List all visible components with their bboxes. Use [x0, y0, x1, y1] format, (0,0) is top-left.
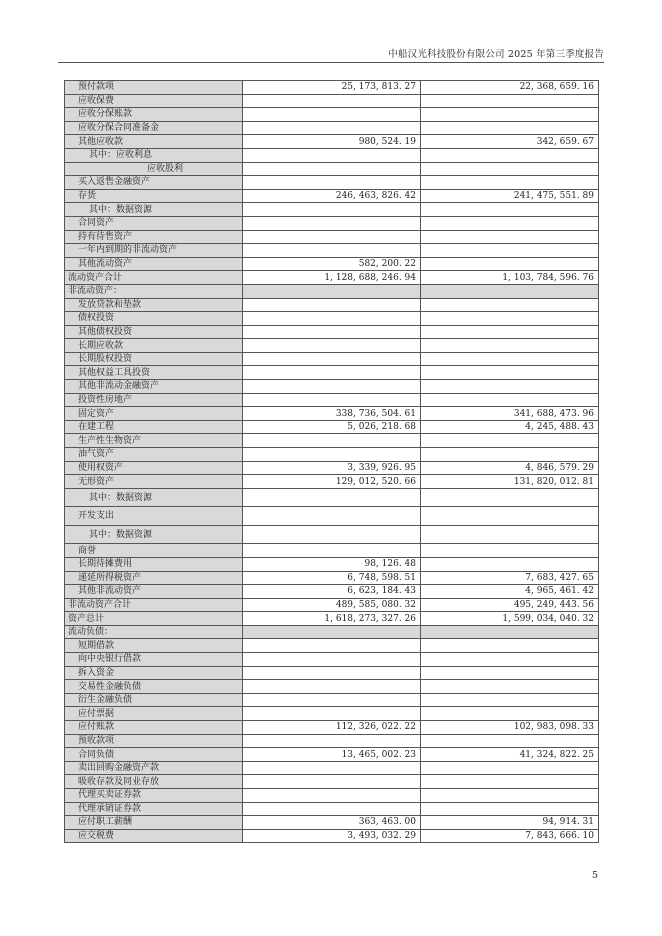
current-period-value: 6, 748, 598. 51	[243, 571, 421, 585]
current-period-value	[243, 707, 421, 721]
table-row	[65, 135, 599, 149]
current-period-value: 338, 736, 504. 61	[243, 407, 421, 421]
row-label: 应收股利	[65, 162, 243, 176]
table-row	[65, 434, 599, 448]
row-label: 商誉	[65, 544, 243, 558]
table-row	[65, 585, 599, 599]
row-label: 代理买卖证券款	[65, 789, 243, 803]
current-period-value: 980, 524. 19	[243, 135, 421, 149]
previous-period-value	[421, 352, 599, 366]
current-period-value	[243, 434, 421, 448]
row-label: 其他非流动资产	[65, 585, 243, 599]
report-header: 中船汉光科技股份有限公司 2025 年第三季度报告	[388, 49, 604, 60]
table-row	[65, 407, 599, 421]
previous-period-value	[421, 162, 599, 176]
row-label: 一年内到期的非流动资产	[65, 244, 243, 258]
current-period-value: 5, 026, 218. 68	[243, 420, 421, 434]
table-row	[65, 789, 599, 803]
table-row	[65, 680, 599, 694]
previous-period-value	[421, 108, 599, 122]
row-label: 交易性金融负债	[65, 680, 243, 694]
row-label: 在建工程	[65, 420, 243, 434]
current-period-value	[243, 488, 421, 507]
row-label: 资产总计	[65, 612, 243, 626]
previous-period-value	[421, 325, 599, 339]
previous-period-value	[421, 244, 599, 258]
row-label: 长期应收款	[65, 339, 243, 353]
previous-period-value	[421, 366, 599, 380]
table-row	[65, 121, 599, 135]
header-divider	[58, 62, 604, 63]
row-label: 向中央银行借款	[65, 653, 243, 667]
previous-period-value: 4, 846, 579. 29	[421, 461, 599, 475]
row-label: 流动负债：	[65, 625, 243, 639]
previous-period-value	[421, 544, 599, 558]
previous-period-value: 7, 843, 666. 10	[421, 829, 599, 843]
table-row	[65, 775, 599, 789]
row-label: 其他流动资产	[65, 257, 243, 271]
row-label: 短期借款	[65, 639, 243, 653]
current-period-value	[243, 625, 421, 639]
row-label: 其他非流动金融资产	[65, 380, 243, 394]
previous-period-value	[421, 284, 599, 298]
table-row	[65, 325, 599, 339]
previous-period-value	[421, 653, 599, 667]
previous-period-value	[421, 339, 599, 353]
row-label: 其中：数据资源	[65, 525, 243, 544]
row-label: 其中：数据资源	[65, 203, 243, 217]
table-row	[65, 721, 599, 735]
current-period-value	[243, 380, 421, 394]
current-period-value	[243, 216, 421, 230]
previous-period-value	[421, 448, 599, 462]
current-period-value	[243, 244, 421, 258]
table-row	[65, 271, 599, 285]
table-row	[65, 734, 599, 748]
previous-period-value: 1, 599, 034, 040. 32	[421, 612, 599, 626]
previous-period-value: 7, 683, 427. 65	[421, 571, 599, 585]
previous-period-value: 22, 368, 659. 16	[421, 81, 599, 95]
previous-period-value	[421, 625, 599, 639]
table-row	[65, 829, 599, 843]
table-row	[65, 352, 599, 366]
previous-period-value	[421, 789, 599, 803]
row-label: 预付款项	[65, 81, 243, 95]
row-label: 递延所得税资产	[65, 571, 243, 585]
row-label: 应付职工薪酬	[65, 816, 243, 830]
previous-period-value: 495, 249, 443. 56	[421, 598, 599, 612]
previous-period-value	[421, 639, 599, 653]
table-row	[65, 475, 599, 489]
previous-period-value	[421, 557, 599, 571]
current-period-value	[243, 284, 421, 298]
row-label: 其他应收款	[65, 135, 243, 149]
table-row	[65, 544, 599, 558]
previous-period-value	[421, 393, 599, 407]
current-period-value	[243, 94, 421, 108]
current-period-value: 1, 128, 688, 246. 94	[243, 271, 421, 285]
row-label: 吸收存款及同业存放	[65, 775, 243, 789]
current-period-value: 98, 126. 48	[243, 557, 421, 571]
previous-period-value	[421, 525, 599, 544]
current-period-value	[243, 230, 421, 244]
table-row	[65, 802, 599, 816]
table-row	[65, 339, 599, 353]
current-period-value	[243, 544, 421, 558]
row-label: 债权投资	[65, 312, 243, 326]
current-period-value	[243, 325, 421, 339]
row-label: 应交税费	[65, 829, 243, 843]
row-label: 开发支出	[65, 507, 243, 526]
row-label: 油气资产	[65, 448, 243, 462]
row-label: 合同负债	[65, 748, 243, 762]
previous-period-value	[421, 693, 599, 707]
table-row	[65, 816, 599, 830]
previous-period-value	[421, 176, 599, 190]
current-period-value	[243, 298, 421, 312]
row-label: 持有待售资产	[65, 230, 243, 244]
table-row	[65, 625, 599, 639]
table-row	[65, 420, 599, 434]
table-row	[65, 488, 599, 507]
current-period-value	[243, 653, 421, 667]
table-row	[65, 189, 599, 203]
row-label: 发放贷款和垫款	[65, 298, 243, 312]
current-period-value	[243, 108, 421, 122]
row-label: 应收分保账款	[65, 108, 243, 122]
row-label: 流动资产合计	[65, 271, 243, 285]
row-label: 非流动资产合计	[65, 598, 243, 612]
table-row	[65, 148, 599, 162]
row-label: 预收款项	[65, 734, 243, 748]
table-row	[65, 448, 599, 462]
previous-period-value	[421, 761, 599, 775]
row-label: 使用权资产	[65, 461, 243, 475]
previous-period-value: 94, 914. 31	[421, 816, 599, 830]
row-label: 无形资产	[65, 475, 243, 489]
current-period-value	[243, 802, 421, 816]
previous-period-value: 341, 688, 473. 96	[421, 407, 599, 421]
row-label: 应付票据	[65, 707, 243, 721]
previous-period-value: 1, 103, 784, 596. 76	[421, 271, 599, 285]
row-label: 存货	[65, 189, 243, 203]
previous-period-value	[421, 312, 599, 326]
row-label: 固定资产	[65, 407, 243, 421]
previous-period-value: 102, 983, 098. 33	[421, 721, 599, 735]
current-period-value	[243, 176, 421, 190]
table-row	[65, 284, 599, 298]
table-row	[65, 81, 599, 95]
current-period-value	[243, 162, 421, 176]
current-period-value: 3, 339, 926. 95	[243, 461, 421, 475]
previous-period-value: 4, 965, 461. 42	[421, 585, 599, 599]
previous-period-value: 131, 820, 012. 81	[421, 475, 599, 489]
current-period-value: 246, 463, 826. 42	[243, 189, 421, 203]
current-period-value: 1, 618, 273, 327. 26	[243, 612, 421, 626]
page-number: 5	[591, 870, 598, 881]
row-label: 其中：数据资源	[65, 488, 243, 507]
row-label: 衍生金融负债	[65, 693, 243, 707]
current-period-value: 129, 012, 520. 66	[243, 475, 421, 489]
row-label: 生产性生物资产	[65, 434, 243, 448]
current-period-value	[243, 789, 421, 803]
previous-period-value	[421, 148, 599, 162]
table-row	[65, 108, 599, 122]
current-period-value	[243, 525, 421, 544]
row-label: 合同资产	[65, 216, 243, 230]
previous-period-value	[421, 121, 599, 135]
previous-period-value	[421, 434, 599, 448]
previous-period-value: 241, 475, 551. 89	[421, 189, 599, 203]
current-period-value: 582, 200. 22	[243, 257, 421, 271]
table-row	[65, 203, 599, 217]
current-period-value: 3, 493, 032. 29	[243, 829, 421, 843]
row-label: 拆入资金	[65, 666, 243, 680]
row-label: 买入返售金融资产	[65, 176, 243, 190]
table-row	[65, 380, 599, 394]
current-period-value	[243, 680, 421, 694]
table-row	[65, 94, 599, 108]
previous-period-value	[421, 802, 599, 816]
table-row	[65, 693, 599, 707]
current-period-value: 13, 465, 002. 23	[243, 748, 421, 762]
row-label: 应付账款	[65, 721, 243, 735]
current-period-value	[243, 734, 421, 748]
row-label: 代理承销证券款	[65, 802, 243, 816]
current-period-value	[243, 448, 421, 462]
current-period-value: 489, 585, 080. 32	[243, 598, 421, 612]
table-row	[65, 176, 599, 190]
table-row	[65, 612, 599, 626]
table-row	[65, 748, 599, 762]
previous-period-value	[421, 94, 599, 108]
current-period-value	[243, 203, 421, 217]
table-row	[65, 571, 599, 585]
current-period-value	[243, 507, 421, 526]
table-row	[65, 312, 599, 326]
previous-period-value	[421, 230, 599, 244]
previous-period-value	[421, 507, 599, 526]
balance-sheet-body	[65, 81, 599, 843]
previous-period-value	[421, 707, 599, 721]
previous-period-value	[421, 775, 599, 789]
previous-period-value	[421, 666, 599, 680]
current-period-value	[243, 775, 421, 789]
row-label: 应收分保合同准备金	[65, 121, 243, 135]
previous-period-value	[421, 488, 599, 507]
table-row	[65, 366, 599, 380]
table-row	[65, 761, 599, 775]
current-period-value	[243, 366, 421, 380]
table-row	[65, 653, 599, 667]
table-row	[65, 557, 599, 571]
previous-period-value	[421, 298, 599, 312]
previous-period-value: 342, 659. 67	[421, 135, 599, 149]
current-period-value	[243, 666, 421, 680]
current-period-value	[243, 148, 421, 162]
table-row	[65, 639, 599, 653]
row-label: 投资性房地产	[65, 393, 243, 407]
current-period-value	[243, 312, 421, 326]
table-row	[65, 393, 599, 407]
current-period-value: 112, 326, 022. 22	[243, 721, 421, 735]
current-period-value	[243, 339, 421, 353]
current-period-value: 363, 463. 00	[243, 816, 421, 830]
current-period-value	[243, 121, 421, 135]
table-row	[65, 162, 599, 176]
table-row	[65, 298, 599, 312]
previous-period-value	[421, 257, 599, 271]
previous-period-value	[421, 380, 599, 394]
current-period-value	[243, 693, 421, 707]
row-label: 卖出回购金融资产款	[65, 761, 243, 775]
row-label: 长期股权投资	[65, 352, 243, 366]
row-label: 应收保费	[65, 94, 243, 108]
table-row	[65, 216, 599, 230]
balance-sheet-table	[64, 80, 599, 843]
current-period-value	[243, 352, 421, 366]
row-label: 其他债权投资	[65, 325, 243, 339]
row-label: 其他权益工具投资	[65, 366, 243, 380]
current-period-value	[243, 639, 421, 653]
table-row	[65, 598, 599, 612]
previous-period-value	[421, 203, 599, 217]
table-row	[65, 507, 599, 526]
row-label: 非流动资产：	[65, 284, 243, 298]
previous-period-value	[421, 216, 599, 230]
table-row	[65, 257, 599, 271]
row-label: 其中：应收利息	[65, 148, 243, 162]
table-row	[65, 666, 599, 680]
previous-period-value: 4, 245, 488. 43	[421, 420, 599, 434]
current-period-value	[243, 393, 421, 407]
table-row	[65, 461, 599, 475]
current-period-value	[243, 761, 421, 775]
previous-period-value	[421, 734, 599, 748]
current-period-value: 25, 173, 813. 27	[243, 81, 421, 95]
table-row	[65, 525, 599, 544]
table-row	[65, 230, 599, 244]
current-period-value: 6, 623, 184. 43	[243, 585, 421, 599]
table-row	[65, 244, 599, 258]
previous-period-value	[421, 680, 599, 694]
row-label: 长期待摊费用	[65, 557, 243, 571]
table-row	[65, 707, 599, 721]
previous-period-value: 41, 324, 822. 25	[421, 748, 599, 762]
